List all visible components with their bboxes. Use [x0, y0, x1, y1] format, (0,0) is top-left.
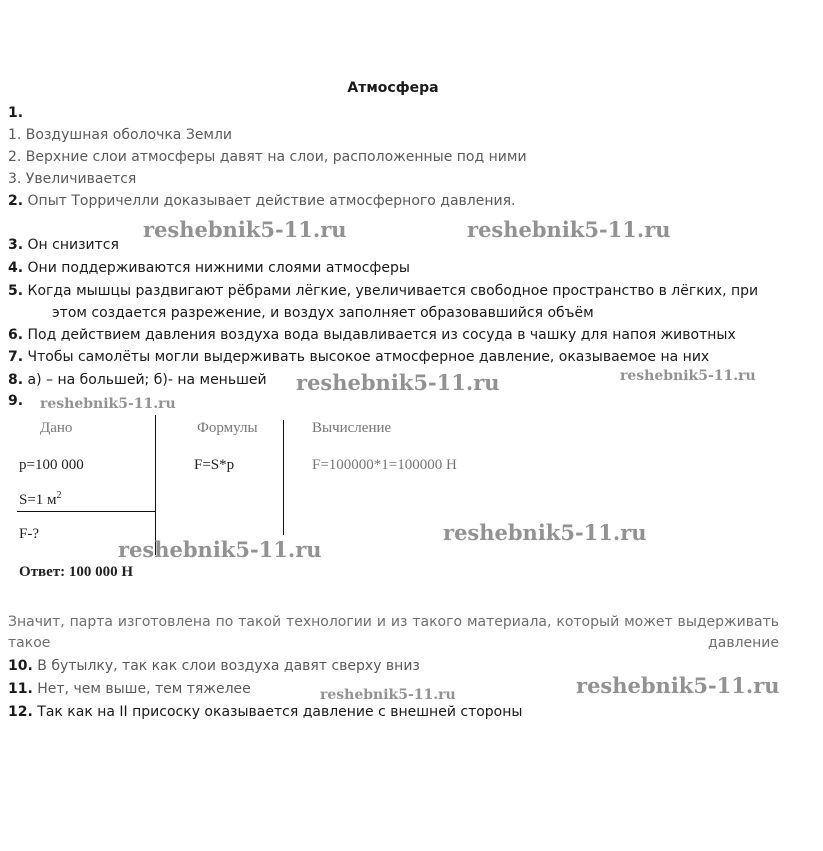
answer-12: Так как на II присоску оказывается давление с внешней стороны: [37, 704, 523, 720]
watermark: reshebnik5-11.ru: [467, 217, 671, 242]
question-6: [8, 326, 736, 344]
question-10-number: 10.: [8, 658, 33, 674]
conclusion-paragraph: Значит, парта изготовлена по такой технологии и из такого материала, который может выдерживать такое давление: [8, 614, 779, 651]
given-area-exponent: 2: [56, 490, 62, 501]
question-2-number: 2.: [8, 193, 24, 209]
answer-5-line1: Когда мышцы раздвигают рёбрами лёгкие, увеличивается свободное пространство в лёгких, при: [27, 283, 759, 299]
answer-3: Он снизится: [27, 237, 119, 253]
watermark: reshebnik5-11.ru: [143, 217, 347, 242]
watermark: reshebnik5-11.ru: [40, 396, 176, 412]
answer-1-2: 2. Верхние слои атмосферы давят на слои, расположенные под ними: [8, 149, 527, 165]
watermark: reshebnik5-11.ru: [443, 520, 647, 545]
page-title: Атмосфера: [347, 80, 439, 96]
formula-text: F=S*p: [194, 457, 235, 473]
table-divider-2: [283, 420, 284, 535]
question-4: [8, 259, 410, 277]
table-divider-1: [155, 415, 156, 555]
watermark: reshebnik5-11.ru: [296, 370, 500, 395]
answer-5-line2: этом создается разрежение, и воздух заполняет образовавшийся объём: [52, 305, 594, 321]
question-3: [8, 236, 119, 254]
given-area: [19, 490, 62, 509]
question-7: [8, 348, 709, 366]
answer-10: В бутылку, так как слои воздуха давят сверху вниз: [37, 658, 420, 674]
calc-header: Вычисление: [312, 420, 392, 436]
answer-4: Они поддерживаются нижними слоями атмосферы: [27, 260, 410, 276]
question-3-number: 3.: [8, 237, 24, 253]
formula-header: Формулы: [197, 420, 258, 436]
watermark: reshebnik5-11.ru: [320, 687, 456, 703]
question-12: [8, 703, 522, 721]
answer-9: Ответ: 100 000 Н: [19, 564, 134, 580]
question-8: [8, 371, 267, 389]
question-5-number: 5.: [8, 283, 24, 299]
question-9-number: 9.: [8, 393, 24, 409]
given-underline: [17, 511, 156, 512]
question-7-number: 7.: [8, 349, 24, 365]
answer-6: Под действием давления воздуха вода выдавливается из сосуда в чашку для напоя животных: [27, 327, 736, 343]
watermark: reshebnik5-11.ru: [118, 537, 322, 562]
watermark: reshebnik5-11.ru: [620, 368, 756, 384]
question-12-number: 12.: [8, 704, 33, 720]
answer-2: Опыт Торричелли доказывает действие атмосферного давления.: [27, 193, 516, 209]
answer-1-1: 1. Воздушная оболочка Земли: [8, 127, 233, 143]
question-8-number: 8.: [8, 372, 24, 388]
answer-11: Нет, чем выше, тем тяжелее: [37, 681, 251, 697]
question-5: [8, 282, 758, 300]
question-2: [8, 192, 515, 210]
question-6-number: 6.: [8, 327, 24, 343]
question-4-number: 4.: [8, 260, 24, 276]
answer-8: а) – на большей; б)- на меньшей: [27, 372, 267, 388]
given-unknown: F-?: [19, 526, 39, 542]
question-11: [8, 680, 251, 698]
question-11-number: 11.: [8, 681, 33, 697]
watermark: reshebnik5-11.ru: [576, 673, 780, 698]
question-10: [8, 657, 420, 675]
answer-1-3: 3. Увеличивается: [8, 171, 137, 187]
question-1-number: 1.: [8, 105, 24, 121]
calculation-text: F=100000*1=100000 Н: [312, 457, 457, 473]
given-header: Дано: [40, 420, 73, 436]
answer-7: Чтобы самолёты могли выдерживать высокое атмосферное давление, оказываемое на них: [27, 349, 710, 365]
given-area-value: S=1 м: [19, 492, 57, 508]
given-pressure: p=100 000: [19, 457, 84, 473]
